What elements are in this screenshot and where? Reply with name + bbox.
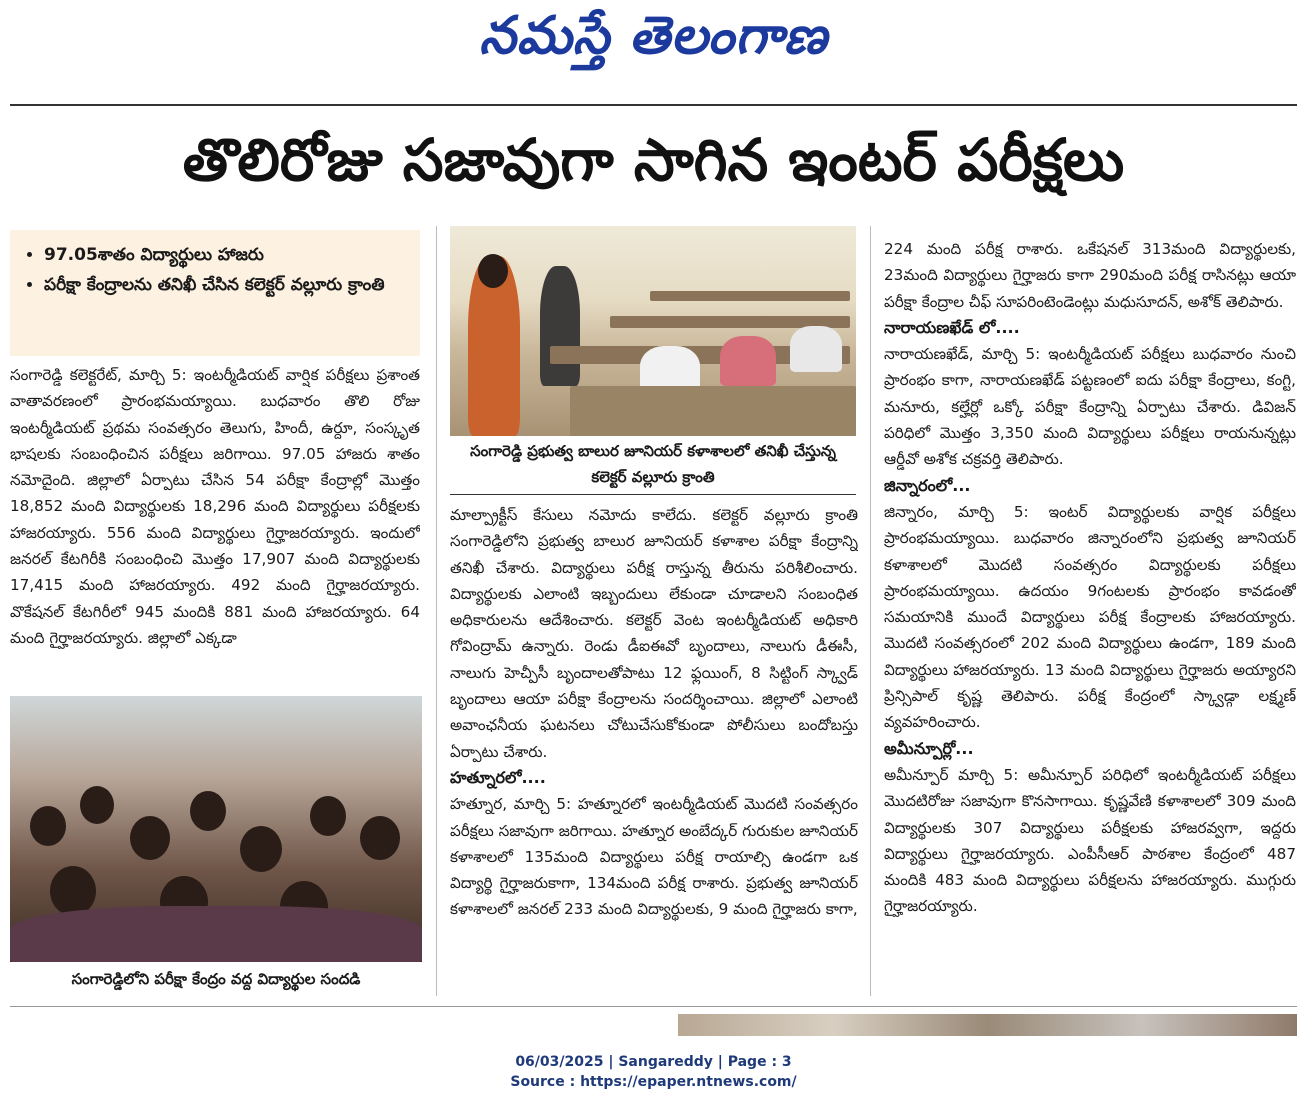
column-2-body: మాల్ప్రాక్టీస్ కేసులు నమోదు కాలేదు. కలెక్టర్ వల్లూరు క్రాంతి సంగారెడ్డిలోని ప్రభుత్వ బాలుర జూనియర్ కళాశాల పరీక్షా కేంద్రాన్ని తనిఖీ చేశారు. విద్యార్థులు పరీక్ష రాస్తున్న తీరును పరిశీలించారు. విద్యార్థులకు ఎలాంటి ఇబ్బందులు లేకుండా చూడాలని సంబంధిత అధికారులను ఆదేశించారు. కలెక్టర్ వెంట ఇంటర్మీడియట్ అధికారి గోవింద్రామ్ ఉన్నారు. రెండు డీఐఈవో బృందాలు, నాలుగు డీఈసీ, నాలుగు హెచ్పీసీ బృందాలతోపాటు 12 ఫ్లయింగ్, 8 సిట్టింగ్ స్క్వాడ్ బృందాలు ఆయా పరీక్షా కేంద్రాలను సందర్శించాయి. జిల్లాలో ఎలాంటి అవాంఛనీయ ఘటనలు చోటుచేసుకోకుండా పోలీసులు బందోబస్తు ఏర్పాటు చేశారు. [450, 506, 858, 761]
classroom-photo-caption: సంగారెడ్డి ప్రభుత్వ బాలుర జూనియర్ కళాశాలలో తనిఖీ చేస్తున్న కలెక్టర్ వల్లూరు క్రాంతి [470, 442, 836, 486]
column-2-body-2: హత్నూర, మార్చి 5: హత్నూరలో ఇంటర్మీడియట్ మొదటి సంవత్సరం పరీక్షలు సజావుగా జరిగాయి. హత్నూర అంబేద్కర్ గురుకుల జూనియర్ కళాశాలలో 135మంది విద్యార్థులు పరీక్ష రాయాల్సి ఉండగా ఒక విద్యార్థి గైర్హాజరుకాగా, 134మంది పరీక్ష రాశారు. ప్రభుత్వ జూనియర్ కళాశాలలో జనరల్ 233 మంది విద్యార్థులకు, 9 మంది గైర్హాజరు కాగా, [450, 795, 858, 919]
newspaper-logo: నమస్తే తెలంగాణ [479, 6, 828, 66]
sub-heading-hathnoora: హత్నూరలో.... [450, 767, 546, 787]
masthead-divider [10, 104, 1297, 106]
footer-source: Source : https://epaper.ntnews.com/ [510, 1074, 797, 1090]
sub-heading-ameenpur: అమీన్పూర్లో... [884, 738, 974, 758]
page-footer [0, 1052, 1307, 1092]
column-1 [10, 362, 420, 690]
column-2 [450, 502, 858, 992]
next-article-photo-strip [678, 1014, 1297, 1036]
caption-divider [450, 494, 856, 495]
article-headline: తొలిరోజు సజావుగా సాగిన ఇంటర్ పరీక్షలు [182, 126, 1125, 194]
column-3-body: 224 మంది పరీక్ష రాశారు. ఒకేషనల్ 313మంది విద్యార్థులకు, 23మంది విద్యార్థులు గైర్హాజరు కాగా 290మంది పరీక్ష రాసినట్లు ఆయా పరీక్షా కేంద్రాల చీఫ్ సూపరింటెండెంట్లు మధుసూదన్, అశోక్ తెలిపారు. [884, 240, 1296, 311]
crowd-photo-caption: సంగారెడ్డిలోని పరీక్షా కేంద్రం వద్ద విద్యార్థుల సందడి [71, 970, 361, 988]
masthead [0, 0, 1307, 100]
highlight-item: • పరీక్షా కేంద్రాలను తనిఖీ చేసిన కలెక్టర్ వల్లూరు క్రాంతి [44, 270, 408, 300]
column-separator [436, 226, 437, 996]
sub-heading-jinnaram: జిన్నారంలో... [884, 475, 971, 495]
sub-heading-narayankhed: నారాయణఖేడ్ లో.... [884, 317, 1020, 337]
highlights-box [10, 230, 420, 356]
crowd-photo [10, 696, 422, 962]
highlight-item: • 97.05శాతం విద్యార్థులు హాజరు [44, 240, 408, 270]
classroom-photo [450, 226, 856, 436]
column-separator [870, 226, 871, 996]
column-3-body-2: జిన్నారం, మార్చి 5: ఇంటర్ విద్యార్థులకు వార్షిక పరీక్షలు ప్రారంభమయ్యాయి. బుధవారం జిన్నారంలోని ప్రభుత్వ జూనియర్ కళాశాలలో మొదటి సంవత్సరం విద్యార్థులకు పరీక్షలు ప్రారంభమయ్యాయి. ఉదయం 9గంటలకు ప్రారంభం కావడంతో సమయానికి ముందే విద్యార్థులు పరీక్ష కేంద్రాలకు హాజరయ్యారు. మొదటి సంవత్సరంలో 202 మంది విద్యార్థులు ఉండగా, 189 మంది విద్యార్థులు హాజరయ్యారు. 13 మంది విద్యార్థులు గైర్హాజరు అయ్యారని ప్రిన్సిపాల్ కృష్ణ తెలిపారు. పరీక్ష కేంద్రంలో స్క్వాడ్గా లక్ష్మణ్ వ్యవహరించారు. [884, 502, 1296, 732]
column-3 [884, 236, 1296, 996]
column-3-body-3: అమీన్పూర్ మార్చి 5: అమీన్పూర్ పరిధిలో ఇంటర్మీడియట్ పరీక్షలు మొదటిరోజు సజావుగా కొనసాగాయి. కృష్ణవేణి కళాశాలలో 309 మంది విద్యార్థులకు 307 విద్యార్థులు పరీక్షలకు హాజరవ్వగా, ఇద్దరు విద్యార్థులు గైర్హాజరయ్యారు. ఎంపీసీఆర్ పాఠశాల కేంద్రంలో 487 మందికి 483 మంది విద్యార్థులు పరీక్షలను హాజరయ్యారు. ముగ్గురు గైర్హాజరయ్యారు. [884, 765, 1296, 916]
bottom-divider [10, 1006, 1297, 1007]
column-1-body: సంగారెడ్డి కలెక్టరేట్, మార్చి 5: ఇంటర్మీడియట్ వార్షిక పరీక్షలు ప్రశాంత వాతావరణంలో ప్రారంభమయ్యాయి. బుధవారం తొలి రోజు ఇంటర్మీడియట్ ప్రథమ సంవత్సరం తెలుగు, హిందీ, ఉర్దూ, సంస్కృత భాషలకు సంబంధించిన పరీక్షలు జరిగాయి. 97.05 హాజరు శాతం నమోదైంది. జిల్లాలో ఏర్పాటు చేసిన 54 పరీక్షా కేంద్రాల్లో మొత్తం 18,852 మంది విద్యార్థులకు 18,296 మంది విద్యార్థులు పరీక్షలకు హాజరయ్యారు. 556 మంది విద్యార్థులు గైర్హాజరయ్యారు. ఇందులో జనరల్ కేటగిరీకి సంబంధించి మొత్తం 17,907 మంది విద్యార్థులకు 17,415 మంది హాజరయ్యారు. 492 మంది గైర్హాజరయ్యారు. వొకేషనల్ కేటగిరీలో 945 మందికి 881 మంది హాజరయ్యారు. 64 మంది గైర్హాజరయ్యారు. జిల్లాలో ఎక్కడా [10, 366, 420, 647]
column-3-body-1: నారాయణఖేడ్, మార్చి 5: ఇంటర్మీడియట్ పరీక్షలు బుధవారం నుంచి ప్రారంభం కాగా, నారాయణఖేడ్ పట్టణంలో ఐదు పరీక్షా కేంద్రాలు, కంగ్టి, మనూరు, కల్హేర్లో ఒక్కో పరీక్షా కేంద్రాన్ని ఏర్పాటు చేశారు. డివిజన్ పరిధిలో మొత్తం 3,350 మంది విద్యార్థులు పరీక్షలు రాయనున్నట్లు ఆర్డీవో అశోక చక్రవర్తి తెలిపారు. [884, 345, 1296, 469]
footer-date-page: 06/03/2025 | Sangareddy | Page : 3 [515, 1054, 792, 1070]
